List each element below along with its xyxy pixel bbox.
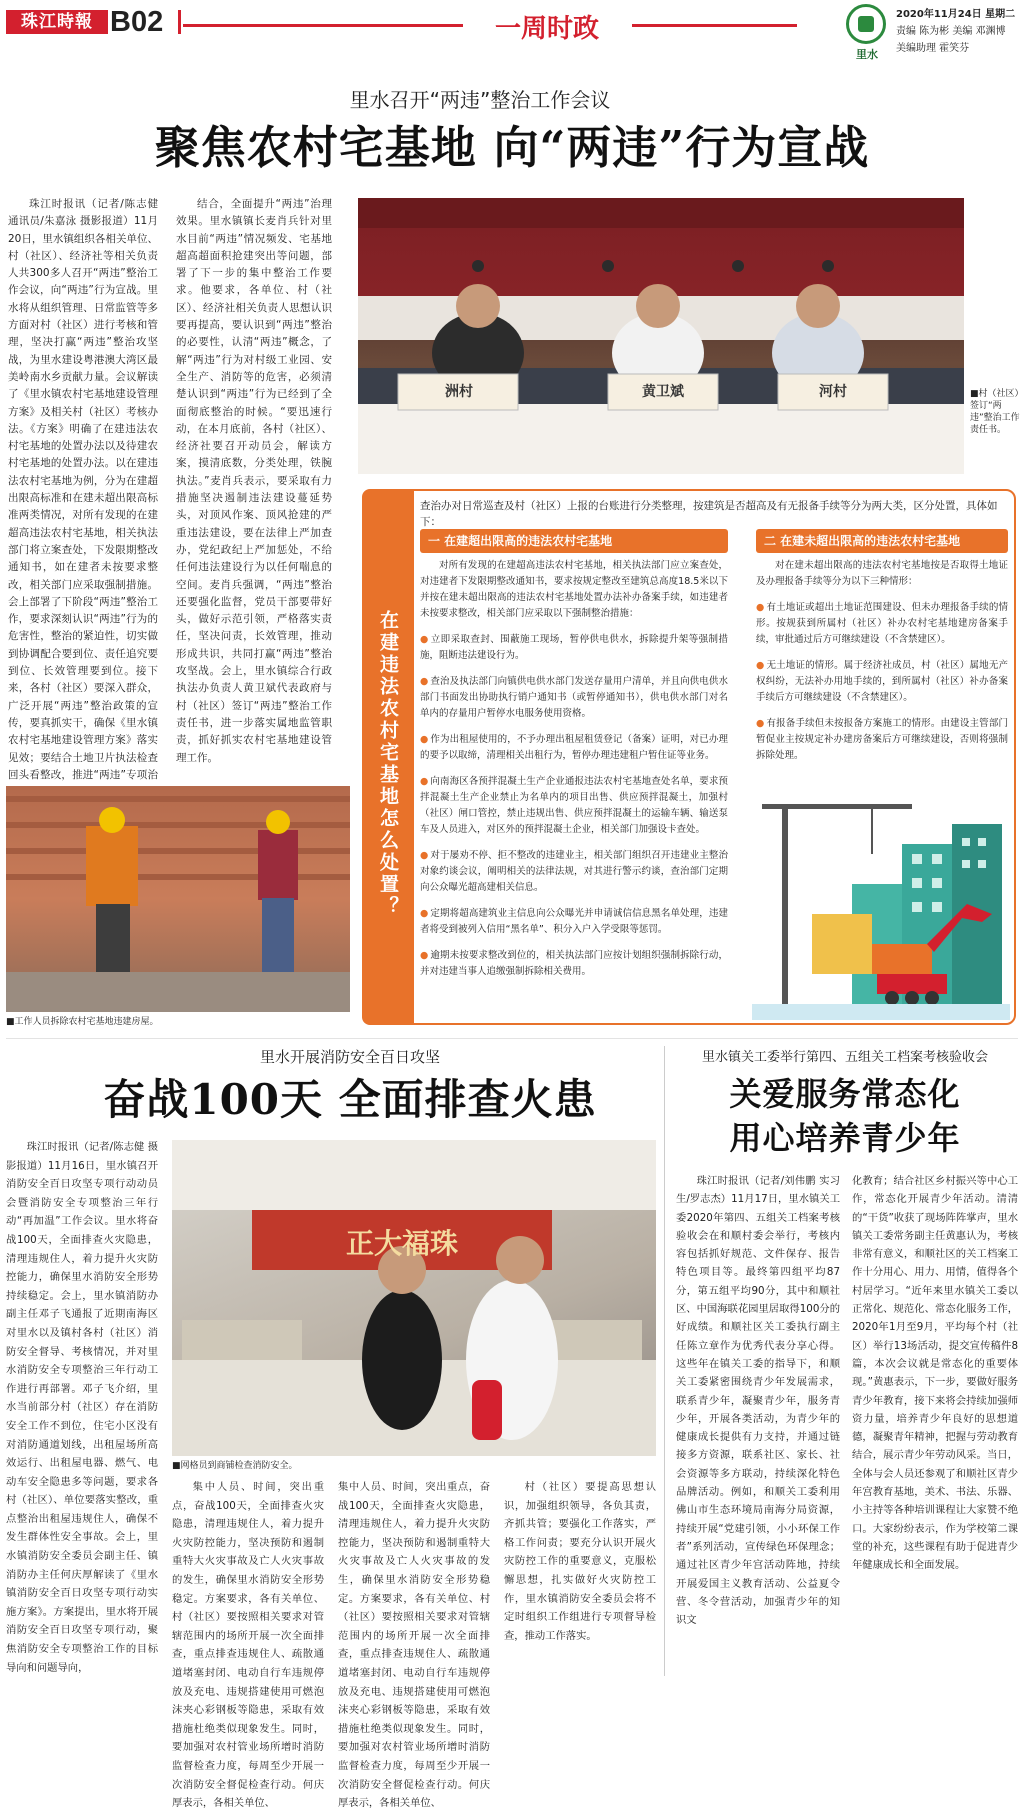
article3-column-2: 化教育；结合社区乡村振兴等中心工作，常态化开展青少年活动。清清的“干货”收获了现场阵阵掌声，里水镇关工委常务副主任黄惠认为，考核非常有意义，和顺社区的关工档案工作十分用心、用力、用情，值得各个村居学习。“近年来里水镇关工委以正常化、规范化、常态化服务工作，2020年1月至9月，平均每个村（社区）举行13场活动，提交宣传稿件8篇，本次会议就是常态化的重要体现。”黄惠表示，下一步，要做好服务青少年教育，接下来将会持续加强师资力量，培养青少年良好的思想道德，凝聚青年精神，把握与劳动教育结合，展示青少年劳动风采。当日，全体与会人员还参观了和顺社区青少年宫教育基地，美术、书法、乐器、小主持等各种培训课程让大家赞不绝口。大家纷纷表示，作为学校第二课堂的补充，这些课程有助于促进青少年健康成长和全面发展。 — [852, 1175, 1018, 1572]
article1-column-2: 结合，全面提升“两违”治理效果。里水镇镇长麦肖兵针对里水目前“两违”情况频发、宅基地超高超面积抢建突出等问题，部署了下一步的集中整治工作要求。他要求，各单位、村（社区）、经济社相关负责人思想认识要再提高，要认识到“两违”整治的必要性，认清“两违”概念，了解“两违”行为对村级工业园、安全生产、消防等的危害，必须清楚认识到“两违”行为已经到了全面彻底整治的时候。“要迅速行动，在本月底前，各村（社区）、经济社要召开动员会，解读方案，摸清底数，分类处理，铁腕执法。”麦肖兵表示，要采取有力措施坚决遏制违法建设蔓延势头，对顶风作案、顶风抢建的严重违法建设，要在法律上严加查办，党纪政纪上严加惩处，不给任何违法建设行为以任何喘息的空间。麦肖兵强调，“两违”整治还要强化监督，党员干部要带好头，做好示范引领，严格落实责任，坚决问责，长效管理，推动形成共识，共同打赢“两违”整治攻坚战。会上，里水镇综合行政执法办负责人黄卫斌代表政府与村（社区）签订“两违”整治工作责任书，进一步落实属地监管职责，抓好抓实农村宅基地建设管理工作。 — [176, 198, 332, 764]
fire-inspection-photo — [172, 1140, 656, 1456]
article3-headline-2: 用心培养青少年 — [729, 1119, 961, 1157]
infobox-left-bullet: ● 立即采取查封、围蔽施工现场，暂停供电供水，拆除提升架等强制措施，阻断违法建设行为。 — [420, 632, 728, 664]
demolition-photo-caption: ■工作人员拆除农村宅基地违建房屋。 — [6, 1017, 159, 1027]
infobox-right-title: 二 在建未超出限高的违法农村宅基地 — [756, 529, 1008, 553]
meeting-photo — [358, 198, 964, 474]
infobox-left-title: 一 在建超出限高的违法农村宅基地 — [420, 529, 728, 553]
demolition-photo — [6, 786, 350, 1012]
name-card-1: 洲村 — [445, 384, 473, 400]
infobox-left-bullet: ● 查治及执法部门向镇供电供水部门发送存量用户清单，并且向供电供水部门书面发出协助执行销户通知书（或暂停通知书），供电供水部门对名单内的存量用户暂停水电服务使用资格。 — [420, 674, 728, 722]
infobox-left-bullet: ● 作为出租屋使用的，不予办理出租屋租赁登记（备案）证明，对已办理的要予以取缔，清理相关出租行为，暂停办理违建租户暂住证等业务。 — [420, 732, 728, 764]
infobox-left-bullet: ● 对于屡劝不停、拒不整改的违建业主，相关部门组织召开违建业主整治对象约谈会议，阐明相关的法律法规，对其进行警示约谈，查治部门定期向公众曝光超高建相关信息。 — [420, 848, 728, 896]
article2-column-3: 村（社区）要提高思想认识，加强组织领导，各负其责，齐抓共管；要强化工作落实，严格工作问责；要充分认识开展火灾防控工作的重要意义，克服松懈思想，扎实做好火灾防控工作，里水镇消防安全委员会将不定时组织工作组进行专项督导检查，推动工作落实。 — [504, 1481, 656, 1642]
meeting-photo-caption: ■村（社区）签订“两违”整治工作责任书。 — [970, 389, 1020, 435]
article3-headline-1: 关爱服务常态化 — [729, 1075, 961, 1113]
infobox-left-column — [420, 558, 728, 1020]
section-divider — [6, 1038, 1018, 1039]
article2-kicker: 里水开展消防安全百日攻坚 — [259, 1048, 440, 1066]
newspaper-logo: 珠江時報 — [6, 10, 108, 34]
infobox-right-bullet: ● 有报备手续但未按报备方案施工的情形。由建设主管部门暂促业主按规定补办建房备案后方可继续建设，否则将强制拆除处理。 — [756, 716, 1008, 764]
header-meta — [896, 6, 1024, 57]
infobox-left-intro: 对所有发现的在建超高违法农村宅基地，相关执法部门应立案查处，对违建者下发限期整改通知书，要求按规定整改至建筑总高度18.5米以下并按在建未超出限高的违法农村宅基地处置办法补办备案手续，如违建者未按要求整改，相关部门应采取以下强制整治措施： — [420, 560, 728, 619]
infobox-left-bullet: ● 定期将超高建筑业主信息向公众曝光并申请诚信信息黑名单处理，违建者将受到被列入信用“黑名单”、积分入户入学受限等惩罚。 — [420, 906, 728, 938]
article2-column-2: 集中人员、时间，突出重点，奋战100天，全面排查火灾隐患，清理违规住人，着力提升火灾防控能力，坚决预防和遏制重特大火灾事故及亡人火灾事故的发生，确保里水消防安全形势稳定。方案要求，各有关单位、村（社区）要按照相关要求对管辖范围内的场所开展一次全面排查，重点排查违规住人、疏散通道堵塞封闭、电动自行车违规停放及充电、违规搭建使用可燃泡沫夹心彩钢板等隐患，采取有效措施杜绝类似现象发生。同时，要加强对农村管业场所增时消防监督检查力度，每周至少开展一次消防安全督促检查行动。何庆厚表示，各相关单位、 — [172, 1481, 324, 1810]
article1-column-1: 珠江时报讯（记者/陈志健 通讯员/朱嘉泳 摄影报道）11月20日，里水镇组织各相关单位、村（社区）、经济社等相关负责人共300多人召开“两违”整治工作会议，向“两违”行为宣战。里水将从组织管理、日常监管等多方面对村（社区）进行考核和管理，坚决打赢“两违”整治攻坚战，为里水建设粤港澳大湾区最美岭南水乡贡献力量。会议解读了《里水镇农村宅基地建设管理方案》及相关村（社区）考核办法。《方案》明确了在建违法农村宅基地的处置办法以及待建农村宅基地的处置办法。以在建违法农村宅基地为例，分为在建超出限高标准和在建未超出限高标准两类情况，对所有发现的在建超高违法农村宅基地，相关执法部门将立案查处，下发限期整改通知书，如在建者未按要求整改，相关部门应采取强制措施。会上部署了下阶段“两违”整治工作，要求深刻认识“两违”行为的危害性，整治的紧迫性，切实做到协调配合要到位、责任追究要到位、长效管理要到位。接下来，各村（社区）要深入群众，广泛开展“两违”整治政策的宣传，要真抓实干，确保《里水镇农村宅基地建设管理方案》落实见效；要结合土地卫片执法检查回头看整改，推进“两违”专项治 — [8, 198, 158, 781]
article2-column-2b: 集中人员、时间，突出重点，奋战100天，全面排查火灾隐患，清理违规住人，着力提升火灾防控能力，坚决预防和遏制重特大火灾事故及亡人火灾事故的发生，确保里水消防安全形势稳定。方案要求，各有关单位、村（社区）要按照相关要求对管辖范围内的场所开展一次全面排查，重点排查违规住人、疏散通道堵塞封闭、电动自行车违规停放及充电、违规搭建使用可燃泡沫夹心彩钢板等隐患，采取有效措施杜绝类似现象发生。同时，要加强对农村管业场所增时消防监督检查力度，每周至少开展一次消防安全督促检查行动。何庆厚表示，各相关单位、 — [338, 1481, 490, 1810]
infobox-right-intro: 对在建未超出限高的违法农村宅基地按是否取得土地证及办理报备手续等分为以下三种情形： — [756, 560, 1008, 587]
header-rule-left — [183, 24, 463, 27]
article1-kicker: 里水召开“两违”整治工作会议 — [349, 88, 611, 112]
infobox-vertical-title: 在建违法农村宅基地怎么处置？ — [362, 489, 414, 1025]
editor-line: 责编 陈为彬 美编 邓渊博 — [896, 26, 1006, 37]
article3-kicker: 里水镇关工委举行第四、五组关工档案考核验收会 — [701, 1050, 988, 1065]
infobox-left-bullet: ● 逾期未按要求整改到位的，相关执法部门应按计划组织强制拆除行动，并对违建当事人追缴强制拆除相关费用。 — [420, 948, 728, 980]
infobox-intro: 查治办对日常巡查及村（社区）上报的台账进行分类整理，按建筑是否超高及有无报备手续等分为两大类，区分处置，具体如下： — [420, 500, 998, 528]
section-title: 一周时政 — [494, 14, 599, 44]
infobox-right-bullet: ● 无土地证的情形。属于经济社成员，村（社区）属地无产权纠纷，无法补办用地手续的，到所属村（社区）补办备案手续后方可继续建设（不含禁建区）。 — [756, 658, 1008, 706]
infobox-left-bullet: ● 向南海区各预拌混凝土生产企业通报违法农村宅基地查处名单，要求预拌混凝土生产企业禁止为名单内的项目出售、供应预拌混凝土，加强村（社区）闸口管控，禁止违规出售、供应预拌混凝土的运输车辆、输送泵车及人员进入，对区外的预拌混凝土企业，相关部门加强设卡查处。 — [420, 774, 728, 838]
article1-headline: 聚焦农村宅基地 向“两违”行为宣战 — [154, 121, 870, 174]
page-number: B02 — [110, 6, 164, 38]
town-name: 里水 — [856, 48, 878, 61]
issue-date: 2020年11月24日 星期二 — [896, 9, 1016, 20]
construction-illustration — [752, 794, 1010, 1020]
header-divider — [178, 10, 181, 34]
shop-sign: 正大福珠 — [345, 1227, 458, 1260]
meeting-photo-art — [358, 198, 964, 474]
infobox-right-bullet: ● 有土地证或超出土地证范围建设、但未办理报备手续的情形。按规获到所属村（社区）补办农村宅基地建房备案手续，审批通过后方可继续建设（不含禁建区）。 — [756, 600, 1008, 648]
name-card-2: 黄卫斌 — [642, 384, 684, 400]
header-rule-right — [632, 24, 797, 27]
column-separator — [664, 1046, 665, 1676]
fire-photo-caption: ■网格员到商铺检查消防安全。 — [172, 1461, 298, 1471]
article2-column-1: 珠江时报讯（记者/陈志健 摄影报道）11月16日，里水镇召开消防安全百日攻坚专项行动动员会暨消防安全专项整治三年行动“再加温”工作会议。里水将奋战100天，全面排查火灾隐患，清理违规住人，着力提升火灾防控能力，确保里水消防安全形势持续稳定。会上，里水镇消防办副主任邓子飞通报了近期南海区对里水以及镇村各村（社区）消防安全督导、考核情况，并对里水消防安全专项整治三年行动工作进行再部署。邓子飞介绍，里水当前部分村（社区）存在消防安全工作不到位，住宅小区没有对消防通道划线，出租屋场所高效运行、出租屋电器、燃气、电动车安全隐患多等问题，要求各村（社区）、单位要落实整改，重点整治出租屋违规住人，确保不发生群体性安全事故。会上，里水镇消防安全委员会副主任、镇消防办主任何庆厚解读了《里水镇消防安全百日攻坚专项行动实施方案》。方案提出，里水将开展消防安全百日攻坚专项行动，聚焦消防安全专项整治工作的目标导向和问题导向， — [6, 1141, 158, 1674]
article3-column-1: 珠江时报讯（记者/刘伟鹏 实习生/罗志杰）11月17日，里水镇关工委2020年第四、五组关工档案考核验收会在和顺村委会举行，考核内容包括抓好规范、文件保存、报告特色项目等。最终第四组平均87分，第五组平均90分，其中和顺社区、中国海联花园里居取得100分的好成绩。和顺社区关工委执行副主任陈立章作为优秀代表分享心得。这些年在镇关工委的指导下，和顺关工委紧密围绕青少年发展需求，联系青少年，凝聚青少年，服务青少年，开展各类活动，为青少年的健康成长提供有力支持，并通过链接多方资源，联系社区、家长、社会资源等多方联动，持续深化特色品牌活动。例如，和顺关工委利用佛山市生态环境局南海分局资源，持续开展“党建引领，小小环保工作者”系列活动，宣传绿色环保理念；通过社区青少年宫活动阵地，持续开展爱国主义教育活动、公益夏令营、冬令营活动，加强青少年的知识文 — [676, 1175, 840, 1627]
infobox-right-column — [756, 558, 1008, 788]
demolition-photo-art — [6, 786, 350, 1012]
assistant-line: 美编助理 霍笑芬 — [896, 43, 970, 54]
construction-illustration-art — [752, 794, 1010, 1020]
town-emblem-icon — [846, 4, 886, 44]
fire-inspection-photo-art — [172, 1140, 656, 1456]
article2-headline: 奋战100天 全面排查火患 — [103, 1075, 597, 1124]
name-card-3: 河村 — [819, 384, 847, 400]
